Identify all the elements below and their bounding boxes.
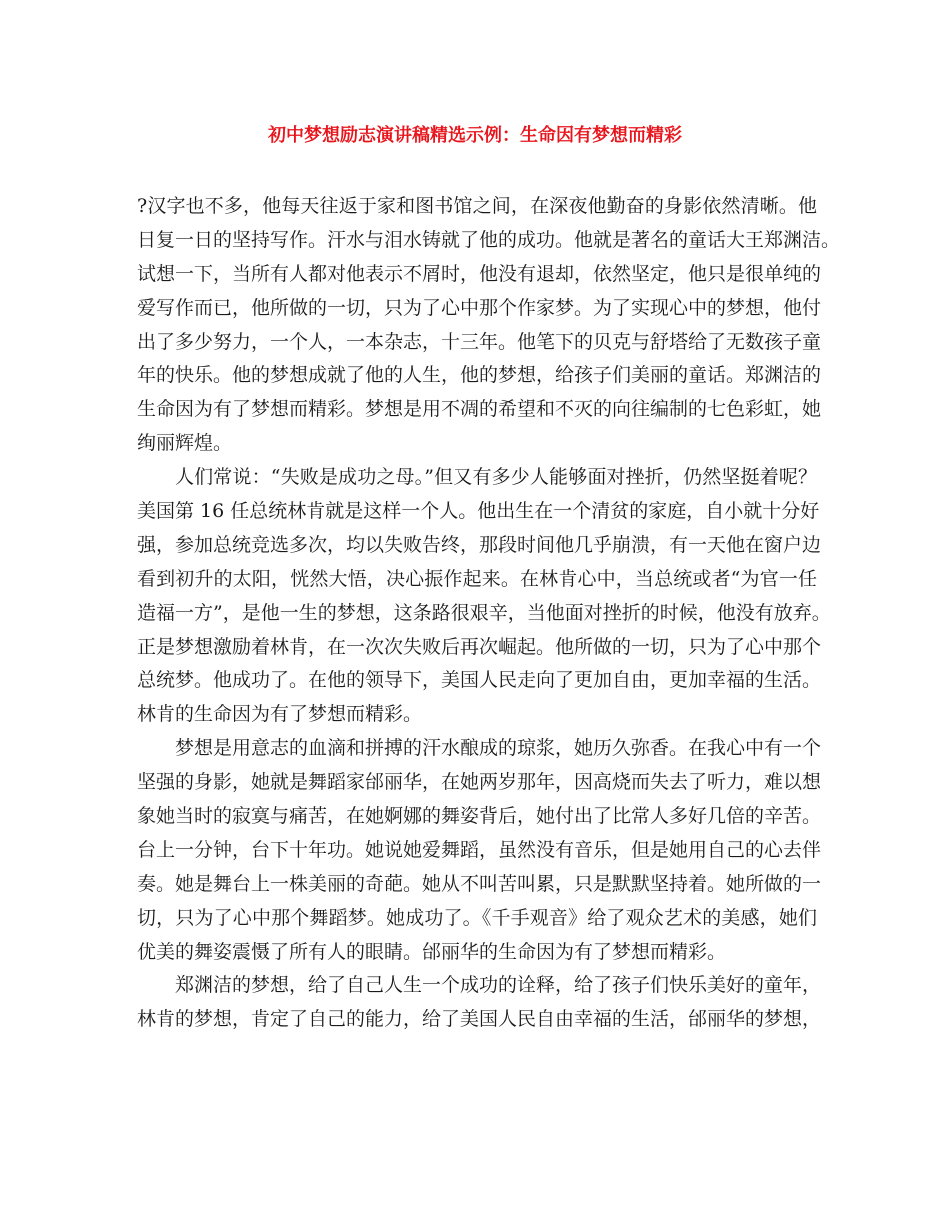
text-line: 坚强的身影，她就是舞蹈家邰丽华，在她两岁那年，因高烧而失去了听力，难以想: [137, 771, 822, 794]
text-line: 总统梦。他成功了。在他的领导下，美国人民走向了更加自由，更加幸福的生活。: [137, 669, 822, 692]
text-line: 梦想是用意志的血滴和拼搏的汗水酿成的琼浆，她历久弥香。在我心中有一个: [175, 737, 822, 760]
text-line: 美国第 16 任总统林肯就是这样一个人。他出生在一个清贫的家庭，自小就十分好: [137, 500, 820, 523]
text-line: 奏。她是舞台上一株美丽的奇葩。她从不叫苦叫累，只是默默坚持着。她所做的一: [137, 872, 822, 895]
text-line: 优美的舞姿震慑了所有人的眼睛。邰丽华的生命因为有了梦想而精彩。: [137, 940, 727, 963]
text-line: ?汉字也不多，他每天往返于家和图书馆之间，在深夜他勤奋的身影依然清晰。他: [137, 195, 817, 217]
text-line: 绚丽辉煌。: [137, 432, 233, 455]
text-line: 试想一下，当所有人都对他表示不屑时，他没有退却，依然坚定，他只是很单纯的: [137, 262, 822, 285]
text-line: 日复一日的坚持写作。汗水与泪水铸就了他的成功。他就是著名的童话大王郑渊洁。: [137, 228, 841, 251]
text-line: 人们常说：“失败是成功之母。”但又有多少人能够面对挫折，仍然坚挺着呢？: [175, 466, 817, 489]
text-line: 造福一方”，是他一生的梦想，这条路很艰辛，当他面对挫折的时候，他没有放弃。: [137, 601, 831, 624]
text-line: 林肯的生命因为有了梦想而精彩。: [137, 703, 423, 726]
text-line: 台上一分钟，台下十年功。她说她爱舞蹈，虽然没有音乐，但是她用自己的心去伴: [137, 838, 822, 861]
text-line: 出了多少努力，一个人，一本杂志，十三年。他笔下的贝克与舒塔给了无数孩子童: [137, 330, 822, 353]
text-line: 切，只为了心中那个舞蹈梦。她成功了。《千手观音》给了观众艺术的美感，她们: [137, 906, 817, 929]
document-body: [137, 190, 841, 1037]
text-line: 象她当时的寂寞与痛苦，在她婀娜的舞姿背后，她付出了比常人多好几倍的辛苦。: [137, 805, 822, 828]
text-line: 郑渊洁的梦想，给了自己人生一个成功的诠释，给了孩子们快乐美好的童年，: [175, 974, 822, 997]
text-line: 生命因为有了梦想而精彩。梦想是用不凋的希望和不灭的向往编制的七色彩虹，她: [137, 398, 822, 421]
text-line: 林肯的梦想，肯定了自己的能力，给了美国人民自由幸福的生活，邰丽华的梦想，: [137, 1008, 822, 1031]
text-line: 爱写作而已，他所做的一切，只为了心中那个作家梦。为了实现心中的梦想，他付: [137, 296, 822, 319]
text-line: 年的快乐。他的梦想成就了他的人生，他的梦想，给孩子们美丽的童话。郑渊洁的: [137, 364, 822, 387]
text-line: 正是梦想激励着林肯，在一次次失败后再次崛起。他所做的一切，只为了心中那个: [137, 635, 822, 658]
text-line: 看到初升的太阳，恍然大悟，决心振作起来。在林肯心中，当总统或者“为官一任: [137, 567, 817, 590]
document-title: 初中梦想励志演讲稿精选示例：生命因有梦想而精彩: [268, 125, 682, 146]
text-line: 强，参加总统竞选多次，均以失败告终，那段时间他几乎崩溃，有一天他在窗户边: [137, 533, 822, 556]
